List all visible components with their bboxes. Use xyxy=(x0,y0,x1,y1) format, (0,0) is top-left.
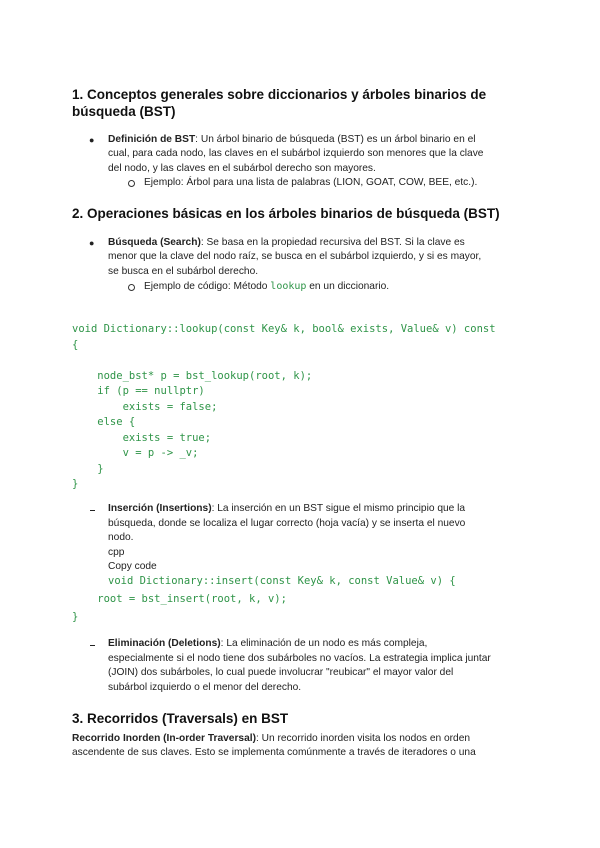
deletion-term: Eliminación (Deletions) xyxy=(108,638,221,649)
insertion-text: : La inserción en un BST sigue el mismo principio que la xyxy=(211,503,466,514)
code-line: } xyxy=(72,462,104,475)
bullet-icon: ● xyxy=(89,238,95,248)
code-language-label: cpp xyxy=(108,547,125,558)
lookup-code-block xyxy=(72,322,496,493)
code-line: { xyxy=(72,338,79,351)
code-line: v = p -> _v; xyxy=(72,447,199,459)
section-3-title: 3. Recorridos (Traversals) en BST xyxy=(72,711,289,726)
dash-bullet-icon xyxy=(90,645,95,646)
bst-definition-term: Definición de BST xyxy=(108,134,196,145)
hollow-bullet-icon xyxy=(128,284,135,291)
code-line: if (p == nullptr) xyxy=(72,385,205,397)
section-2-title: 2. Operaciones básicas en los árboles binarios de búsqueda (BST) xyxy=(72,206,500,221)
insertion-line-2: búsqueda, donde se localiza el lugar correcto (hoja vacía) y se inserta el nuevo xyxy=(108,518,466,529)
dash-bullet-icon xyxy=(90,510,95,511)
deletion-line-3: (JOIN) dos subárboles, lo cual puede involucrar "reubicar" el mayor valor del xyxy=(108,667,454,678)
insertion-term: Inserción (Insertions) xyxy=(108,503,212,514)
insertion-description xyxy=(108,502,465,517)
bst-definition-text: : Un árbol binario de búsqueda (BST) es un árbol binario en el xyxy=(195,134,476,145)
inorder-text: : Un recorrido inorden visita los nodos en orden xyxy=(255,733,471,744)
search-example-pre: Ejemplo de código: Método xyxy=(144,281,271,292)
search-line-2: menor que la clave del nodo raíz, se busca en el subárbol izquierdo, y si es mayor, xyxy=(108,251,482,262)
insertion-line-3: nodo. xyxy=(108,532,134,543)
inorder-description xyxy=(72,732,470,747)
section-1-title-line-2: búsqueda (BST) xyxy=(72,104,176,119)
deletion-line-2: especialmente si el nodo tiene dos subárboles no vacíos. La estrategia implica juntar xyxy=(108,653,491,664)
code-line: exists = false; xyxy=(72,400,218,413)
inorder-line-2: ascendente de sus claves. Esto se implementa comúnmente a través de iteradores o una xyxy=(72,747,476,758)
bullet-icon: ● xyxy=(89,135,95,145)
deletion-line-4: subárbol izquierdo o el menor del derecho. xyxy=(108,682,302,693)
code-line: exists = true; xyxy=(72,431,212,444)
bst-definition-line-3: del nodo, y las claves en el subárbol derecho son mayores. xyxy=(108,163,376,174)
bst-example: Ejemplo: Árbol para una lista de palabras (LION, GOAT, COW, BEE, etc.). xyxy=(144,177,478,188)
code-line: else { xyxy=(72,416,136,428)
code-line: } xyxy=(72,478,79,490)
search-description xyxy=(108,236,465,251)
section-1-title-line-1: 1. Conceptos generales sobre diccionarios y árboles binarios de xyxy=(72,87,487,102)
insert-code-body: root = bst_insert(root, k, v); xyxy=(72,593,287,605)
lookup-inline-code: lookup xyxy=(270,281,307,292)
bst-definition xyxy=(108,133,476,148)
inorder-term: Recorrido Inorden (In-order Traversal) xyxy=(72,733,256,744)
deletion-text: : La eliminación de un nodo es más compleja, xyxy=(220,638,428,649)
code-line: node_bst* p = bst_lookup(root, k); xyxy=(72,369,313,382)
search-text: : Se basa en la propiedad recursiva del BST. Si la clave es xyxy=(200,237,465,248)
search-example xyxy=(144,280,389,295)
code-line: void Dictionary::lookup(const Key& k, bool& exists, Value& v) const xyxy=(72,323,496,335)
copy-code-label: Copy code xyxy=(108,561,157,572)
bst-definition-line-2: cual, para cada nodo, las claves en el subárbol izquierdo son menores que la clave xyxy=(108,148,484,159)
insert-code-signature: void Dictionary::insert(const Key& k, const Value& v) { xyxy=(108,575,456,587)
hollow-bullet-icon xyxy=(128,180,135,187)
search-line-3: se busca en el subárbol derecho. xyxy=(108,266,259,277)
search-term: Búsqueda (Search) xyxy=(108,237,201,248)
search-example-post: en un diccionario. xyxy=(306,281,390,292)
insert-code-close: } xyxy=(72,611,79,623)
deletion-description xyxy=(108,637,427,652)
code-line xyxy=(72,353,496,369)
